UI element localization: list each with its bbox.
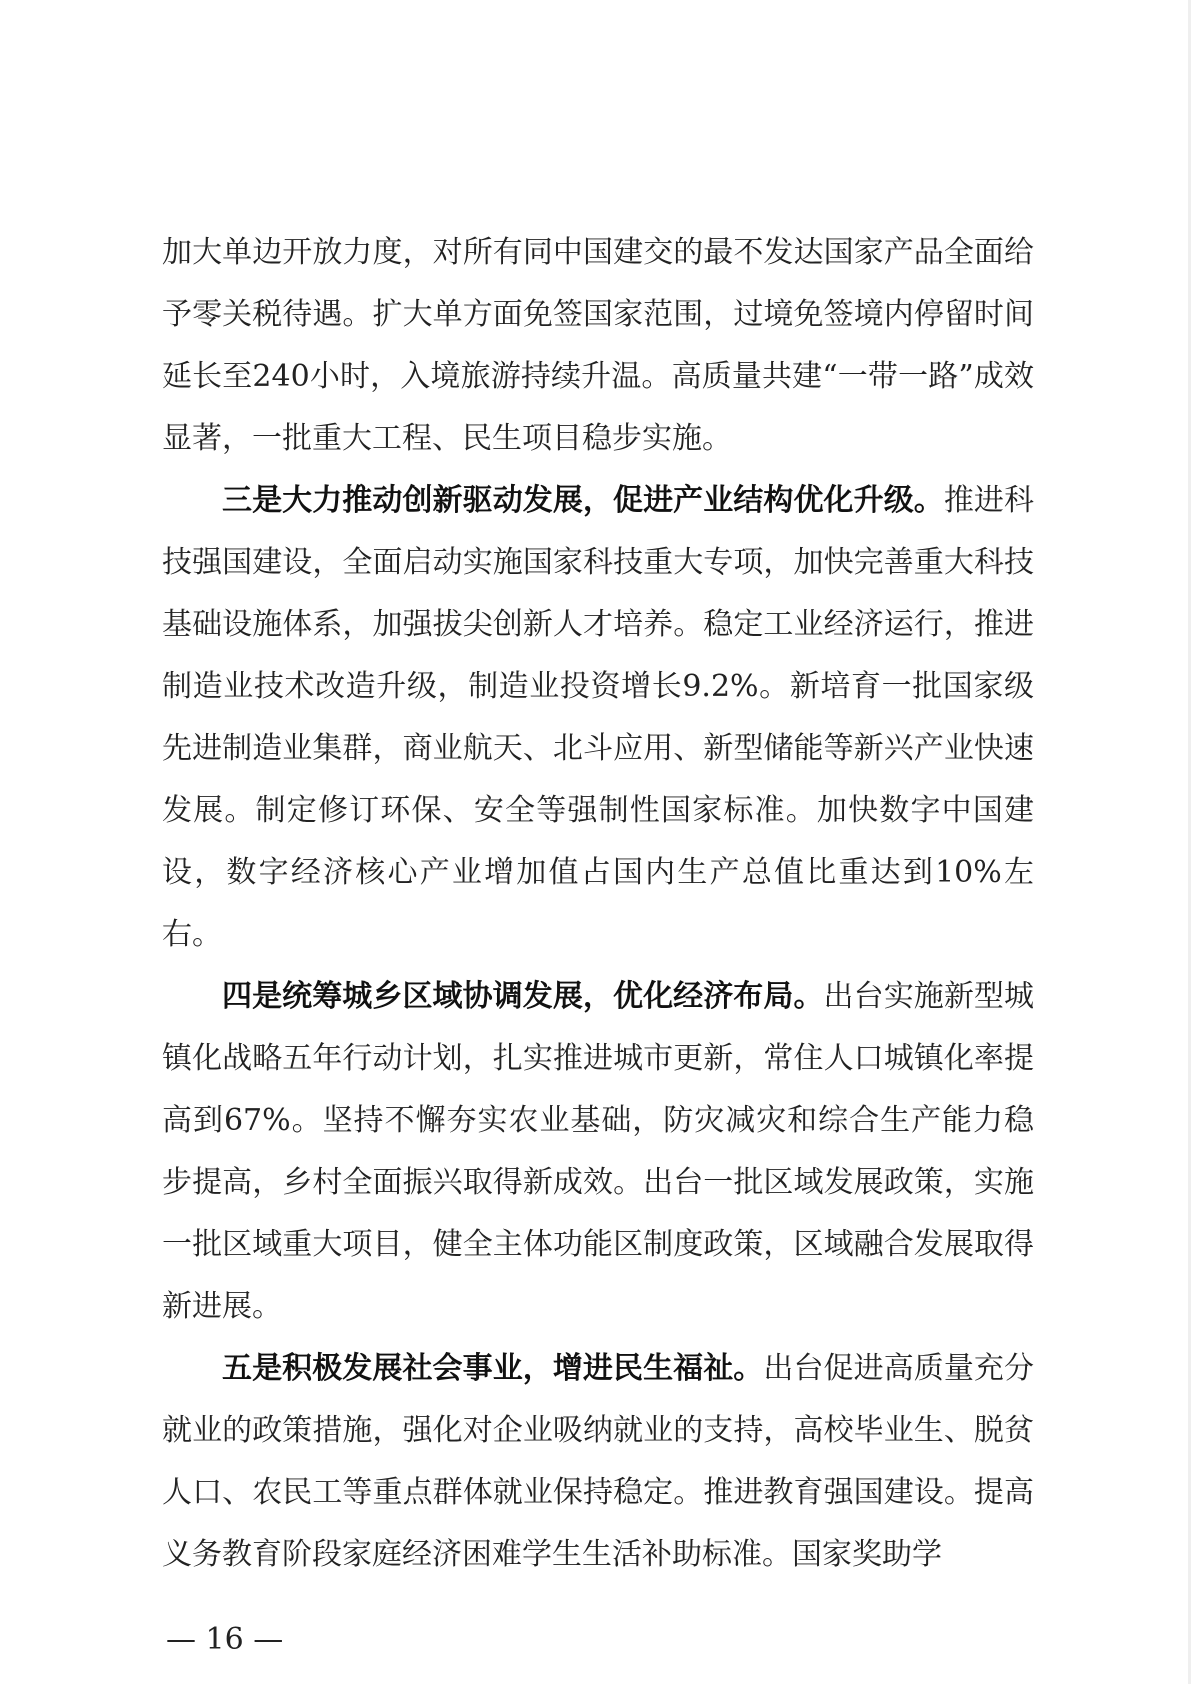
document-body — [162, 222, 1034, 1586]
paragraph-heading: 五是积极发展社会事业，增进民生福祉。 — [222, 1351, 764, 1386]
paragraph-text: 出台实施新型城镇化战略五年行动计划，扎实推进城市更新，常住人口城镇化率提高到67%。坚持不懈夯实农业基础，防灾减灾和综合生产能力稳步提高，乡村全面振兴取得新成效。出台一批区域发展政策，实施一批区域重大项目，健全主体功能区制度政策，区域融合发展取得新进展。 — [162, 979, 1035, 1324]
paragraph-text: 出台促进高质量充分就业的政策措施，强化对企业吸纳就业的支持，高校毕业生、脱贫人口、农民工等重点群体就业保持稳定。推进教育强国建设。提高义务教育阶段家庭经济困难学生生活补助标准。国家奖助学 — [162, 1351, 1035, 1572]
paragraph-opening — [162, 222, 1034, 470]
paragraph-urban-rural — [162, 966, 1034, 1338]
paragraph-innovation — [162, 470, 1034, 966]
paragraph-text: 推进科技强国建设，全面启动实施国家科技重大专项，加快完善重大科技基础设施体系，加强拔尖创新人才培养。稳定工业经济运行，推进制造业技术改造升级，制造业投资增长9.2%。新培育一批国家级先进制造业集群，商业航天、北斗应用、新型储能等新兴产业快速发展。制定修订环保、安全等强制性国家标准。加快数字中国建设，数字经济核心产业增加值占国内生产总值比重达到10%左右。 — [162, 483, 1035, 952]
paragraph-heading: 四是统筹城乡区域协调发展，优化经济布局。 — [222, 979, 824, 1014]
page-number: — 16 — — [166, 1622, 284, 1657]
paragraph-social — [162, 1338, 1034, 1586]
paragraph-heading: 三是大力推动创新驱动发展，促进产业结构优化升级。 — [222, 483, 944, 518]
paragraph-text: 加大单边开放力度，对所有同中国建交的最不发达国家产品全面给予零关税待遇。扩大单方面免签国家范围，过境免签境内停留时间延长至240小时，入境旅游持续升温。高质量共建“一带一路”成效显著，一批重大工程、民生项目稳步实施。 — [162, 235, 1034, 456]
